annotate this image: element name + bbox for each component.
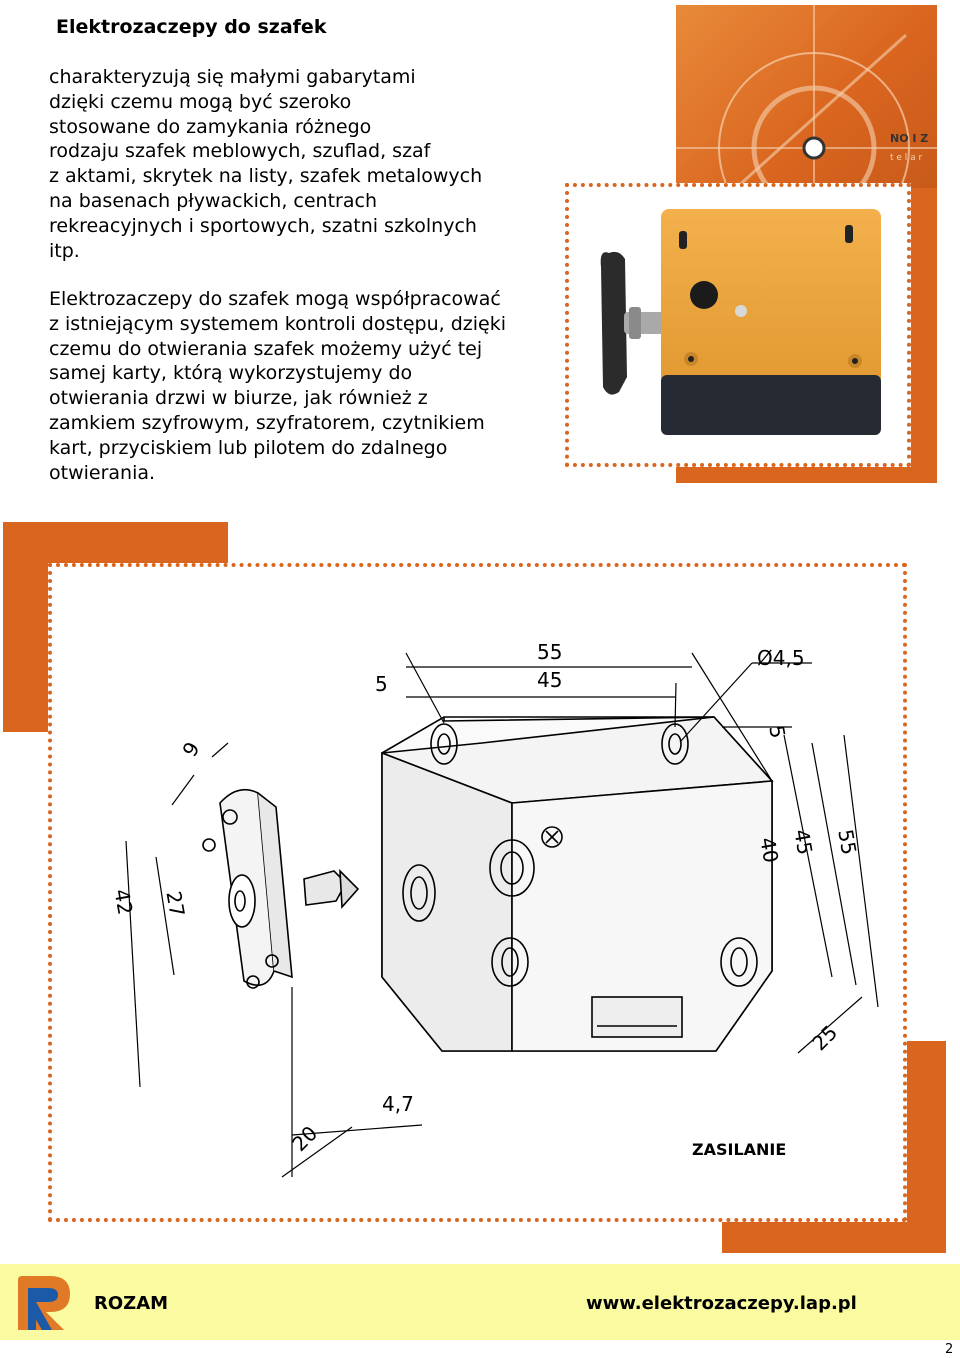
dim-42: 42	[109, 887, 138, 917]
access-control-paragraph: Elektrozaczepy do szafek mogą współpracować z istniejącym systemem kontroli dostępu, dzięki czemu do otwierania szafek możemy użyć tej samej karty, którą wykorzystujemy do otwierania drzwi w biurze, jak również z zamkiem szyfrowym, szyfratorem, czytnikiem kart, przyciskiem lub pilotem do zdalnego otwierania.	[49, 288, 506, 484]
dim-40: 40	[755, 835, 784, 865]
dim-25: 25	[807, 1020, 843, 1056]
dim-4-7: 4,7	[382, 1092, 414, 1116]
lock-photo	[569, 187, 907, 463]
dim-45-right: 45	[789, 827, 818, 857]
photo-decoration	[676, 5, 937, 188]
dim-diameter: Ø4,5	[757, 646, 805, 670]
dim-5-right: 5	[764, 723, 791, 741]
photo-bg-text-2: t e l a r	[890, 153, 923, 163]
power-label: ZASILANIE	[692, 1140, 787, 1159]
dim-27: 27	[161, 889, 190, 919]
drawing-frame	[48, 563, 907, 1222]
page-number: 2	[945, 1342, 954, 1357]
footer-url[interactable]: www.elektrozaczepy.lap.pl	[586, 1293, 857, 1314]
dim-20: 20	[287, 1121, 323, 1157]
technical-drawing	[52, 567, 903, 1218]
photo-bg-text: NO I Z	[890, 132, 929, 145]
page-title: Elektrozaczepy do szafek	[56, 16, 327, 38]
rozam-logo	[14, 1272, 74, 1332]
dim-5-top: 5	[375, 672, 388, 696]
footer-bar	[0, 1264, 960, 1340]
dim-55-right: 55	[833, 827, 862, 857]
footer-brand: ROZAM	[94, 1293, 169, 1314]
photo-frame	[565, 183, 911, 467]
dim-9: 9	[177, 737, 205, 761]
dim-55-top: 55	[537, 640, 563, 664]
intro-paragraph: charakteryzują się małymi gabarytami dzięki czemu mogą być szeroko stosowane do zamykania różnego rodzaju szafek meblowych, szuflad, szaf z aktami, skrytek na listy, szafek metalowych na basenach pływackich, centrach rekreacyjnych i sportowych, szatni szkolnych itp.	[49, 66, 483, 262]
dim-45-top: 45	[537, 668, 563, 692]
